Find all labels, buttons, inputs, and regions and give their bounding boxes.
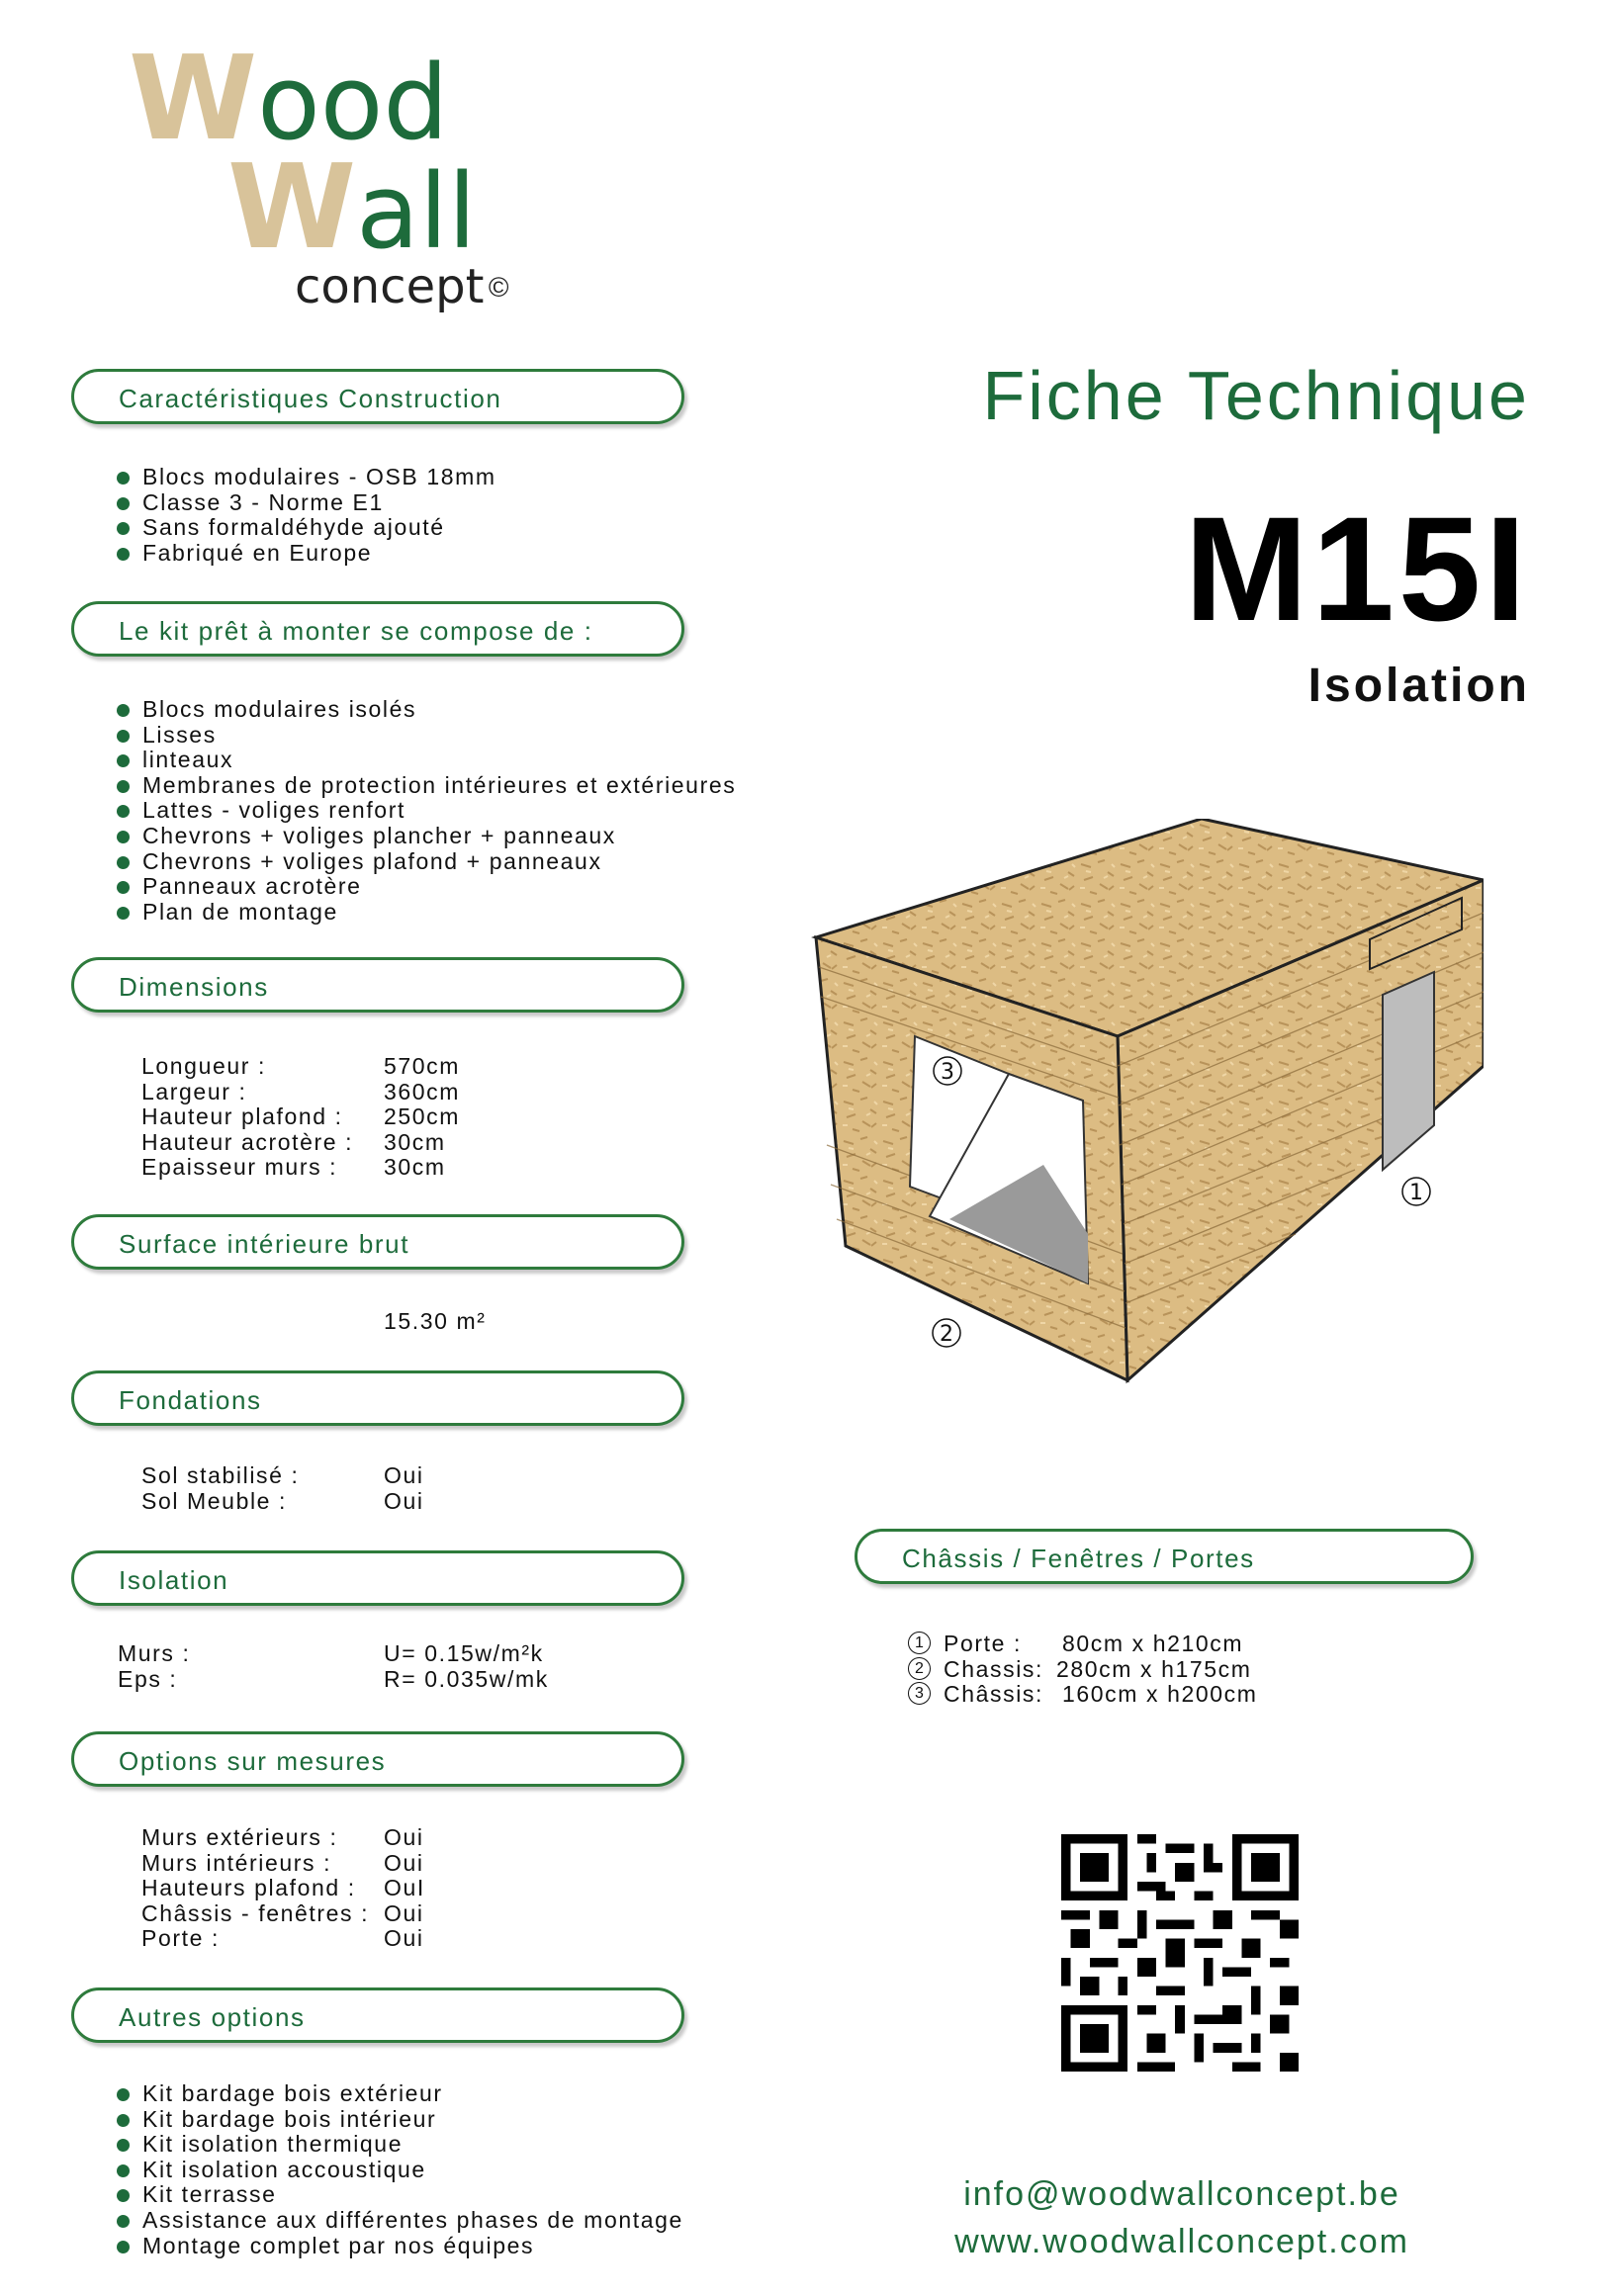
list-item: Kit bardage bois intérieur — [117, 2107, 683, 2133]
list-item: Panneaux acrotère — [117, 874, 736, 900]
dim-value: 30cm — [384, 1128, 446, 1155]
list-item: Kit isolation accoustique — [117, 2158, 683, 2183]
list-item: Classe 3 - Norme E1 — [117, 490, 496, 516]
section-header-chassis — [855, 1529, 1474, 1584]
dim-value: 250cm — [384, 1104, 461, 1130]
list-item: Lisses — [117, 723, 736, 749]
opt-label: Châssis - fenêtres : — [141, 1899, 370, 1926]
logo-letter-w2: W — [227, 138, 357, 275]
iso-label: Murs : — [118, 1640, 191, 1666]
section-header-fondations — [71, 1370, 684, 1426]
list-item: Sans formaldéhyde ajouté — [117, 515, 496, 541]
iso-value: U= 0.15w/m²k — [384, 1640, 544, 1666]
number-badge: 2 — [908, 1657, 931, 1680]
dim-label: Longueur : — [141, 1053, 266, 1079]
section-title: Surface intérieure brut — [119, 1229, 410, 1259]
opt-value: Oui — [384, 1824, 424, 1850]
logo-letter-w: W — [129, 30, 258, 166]
dim-value: 570cm — [384, 1053, 461, 1079]
fond-label: Sol Meuble : — [141, 1487, 288, 1514]
fond-value: Oui — [384, 1462, 424, 1488]
marker-label: 3 — [941, 1060, 954, 1085]
dimensions-table — [141, 1054, 537, 1181]
chassis-value: 160cm x h200cm — [1062, 1681, 1258, 1708]
qr-code-icon — [1061, 1834, 1299, 2072]
building-illustration — [801, 819, 1484, 1392]
isolation-table — [118, 1641, 563, 1692]
list-item: Chevrons + voliges plafond + panneaux — [117, 849, 736, 875]
fondations-table — [141, 1463, 537, 1514]
logo — [129, 30, 584, 326]
list-item: linteaux — [117, 748, 736, 773]
marker-label: 1 — [1409, 1181, 1423, 1205]
iso-label: Eps : — [118, 1665, 178, 1692]
opt-value: Oui — [384, 1849, 424, 1876]
list-item: Kit isolation thermique — [117, 2132, 683, 2158]
list-item: Blocs modulaires - OSB 18mm — [117, 465, 496, 490]
autres-list — [117, 2081, 683, 2258]
list-item: Chevrons + voliges plancher + panneaux — [117, 824, 736, 849]
contact-website[interactable]: www.woodwallconcept.com — [954, 2223, 1409, 2260]
opt-label: Murs intérieurs : — [141, 1849, 332, 1876]
chassis-value: 280cm x h175cm — [1056, 1655, 1252, 1682]
dim-label: Hauteur plafond : — [141, 1104, 343, 1130]
list-item: Assistance aux différentes phases de montage — [117, 2208, 683, 2234]
opt-value: Oui — [384, 1899, 424, 1926]
list-item: Fabriqué en Europe — [117, 541, 496, 567]
section-title: Châssis / Fenêtres / Portes — [902, 1544, 1255, 1573]
contact-email[interactable]: info@woodwallconcept.be — [963, 2175, 1400, 2213]
list-item: Kit terrasse — [117, 2182, 683, 2208]
model-name: M15I — [1184, 486, 1530, 652]
dim-label: Epaisseur murs : — [141, 1154, 338, 1181]
opt-label: Murs extérieurs : — [141, 1824, 338, 1850]
chassis-value: 80cm x h210cm — [1062, 1631, 1244, 1656]
section-title: Fondations — [119, 1385, 262, 1415]
iso-value: R= 0.035w/mk — [384, 1665, 549, 1692]
opt-label: Hauteurs plafond : — [141, 1875, 356, 1901]
chassis-label: Châssis: — [944, 1681, 1043, 1708]
section-title: Options sur mesures — [119, 1746, 387, 1776]
list-item: Lattes - voliges renfort — [117, 798, 736, 824]
chassis-label: Porte : — [944, 1631, 1022, 1656]
list-item: Montage complet par nos équipes — [117, 2234, 683, 2259]
fond-label: Sol stabilisé : — [141, 1462, 300, 1488]
section-header-construction — [71, 369, 684, 424]
list-item: Kit bardage bois extérieur — [117, 2081, 683, 2107]
model-subtitle: Isolation — [1307, 660, 1530, 712]
logo-text-ood: ood — [257, 43, 449, 163]
opt-label: Porte : — [141, 1925, 220, 1952]
dim-value: 360cm — [384, 1078, 461, 1104]
section-header-autres — [71, 1987, 684, 2043]
kit-list — [117, 697, 736, 925]
number-badge: 3 — [908, 1682, 931, 1705]
section-title: Autres options — [119, 2002, 306, 2032]
logo-text-all: all — [356, 151, 477, 272]
copyright-icon: © — [488, 272, 509, 303]
dim-value: 30cm — [384, 1154, 446, 1181]
section-title: Caractéristiques Construction — [119, 384, 502, 413]
dim-label: Largeur : — [141, 1078, 247, 1104]
dim-label: Hauteur acrotère : — [141, 1128, 354, 1155]
marker-label: 2 — [940, 1322, 953, 1347]
chassis-label: Chassis: — [944, 1655, 1043, 1682]
opt-value: Oui — [384, 1925, 424, 1952]
door-opening-1 — [1383, 972, 1434, 1170]
opt-value: OuI — [384, 1875, 425, 1901]
section-header-isolation — [71, 1550, 684, 1606]
number-badge: 1 — [908, 1632, 931, 1654]
section-title: Le kit prêt à monter se compose de : — [119, 616, 593, 646]
section-header-surface — [71, 1214, 684, 1270]
section-header-dimensions — [71, 957, 684, 1013]
list-item: Membranes de protection intérieures et extérieures — [117, 773, 736, 799]
fond-value: Oui — [384, 1487, 424, 1514]
list-item: Blocs modulaires isolés — [117, 697, 736, 723]
section-header-options — [71, 1731, 684, 1787]
section-header-kit — [71, 601, 684, 657]
list-item: Plan de montage — [117, 900, 736, 926]
options-table — [141, 1825, 537, 1952]
page-title: Fiche Technique — [982, 357, 1530, 434]
section-title: Dimensions — [119, 972, 269, 1002]
construction-list — [117, 465, 496, 566]
surface-value: 15.30 m² — [384, 1308, 487, 1334]
section-title: Isolation — [119, 1565, 229, 1595]
logo-text-concept: concept — [295, 259, 485, 314]
